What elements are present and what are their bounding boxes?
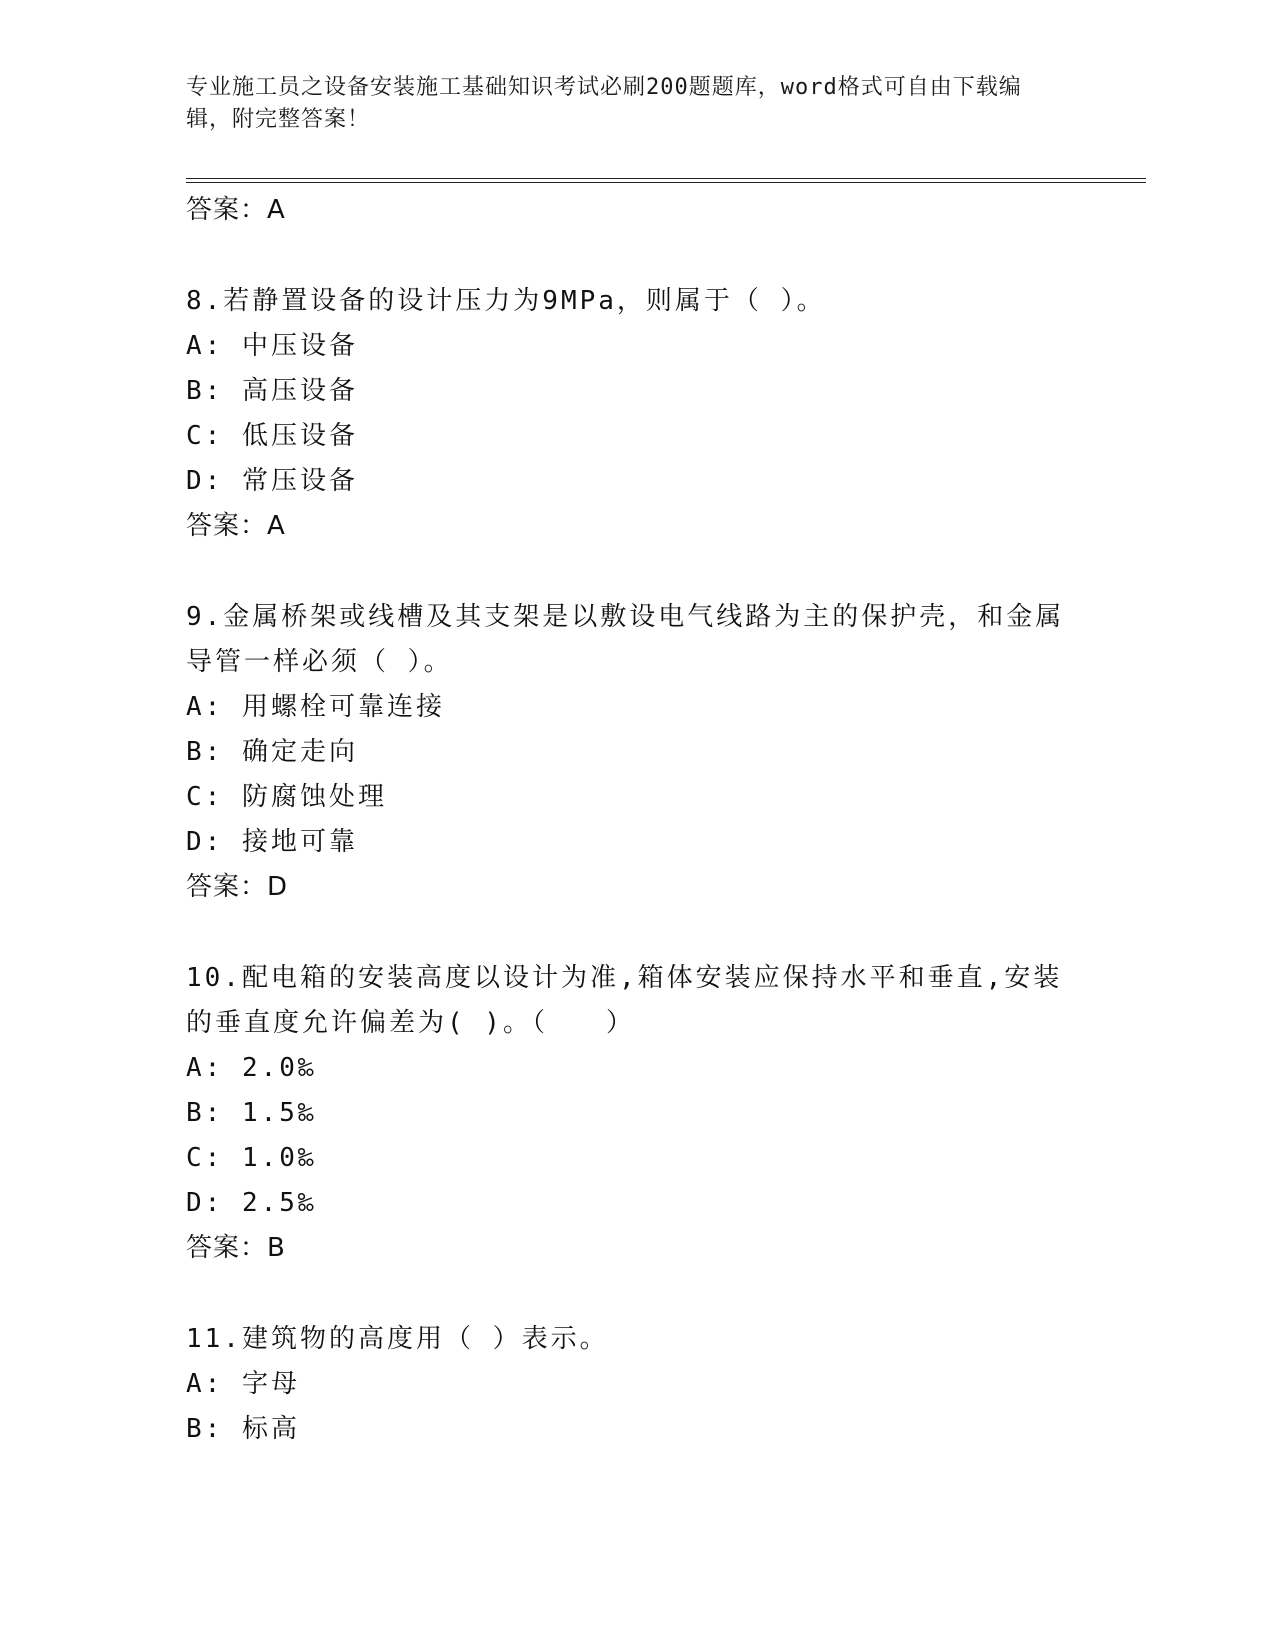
option-11-a: A: 字母 <box>186 1369 300 1399</box>
option-8-c: C: 低压设备 <box>186 421 358 451</box>
header-divider <box>186 178 1146 179</box>
answer-8: 答案：A <box>186 511 286 541</box>
spacer <box>186 910 1146 956</box>
option-9-b: B: 确定走向 <box>186 737 358 767</box>
header-divider-secondary <box>186 182 1146 183</box>
option-11-b: B: 标高 <box>186 1414 300 1444</box>
spacer <box>186 1271 1146 1317</box>
option-10-d: D: 2.5‰ <box>186 1188 317 1218</box>
option-10-b: B: 1.5‰ <box>186 1098 317 1128</box>
option-9-c: C: 防腐蚀处理 <box>186 782 387 812</box>
option-10-c: C: 1.0‰ <box>186 1143 317 1173</box>
option-8-d: D: 常压设备 <box>186 466 358 496</box>
answer-7: 答案：A <box>186 195 286 225</box>
option-9-d: D: 接地可靠 <box>186 827 358 857</box>
answer-9: 答案：D <box>186 872 289 902</box>
question-9: 9.金属桥架或线槽及其支架是以敷设电气线路为主的保护壳，和金属导管一样必须（ ）。 <box>186 602 1065 677</box>
option-10-a: A: 2.0‰ <box>186 1053 317 1083</box>
document-header: 专业施工员之设备安装施工基础知识考试必刷200题题库，word格式可自由下载编辑，附完整答案！ <box>186 75 1022 132</box>
question-list <box>186 188 1146 1452</box>
answer-10: 答案：B <box>186 1233 286 1263</box>
spacer <box>186 233 1146 279</box>
option-8-a: A: 中压设备 <box>186 331 358 361</box>
spacer <box>186 549 1146 595</box>
question-11: 11.建筑物的高度用（ ）表示。 <box>186 1324 609 1354</box>
option-8-b: B: 高压设备 <box>186 376 358 406</box>
option-9-a: A: 用螺栓可靠连接 <box>186 692 445 722</box>
question-8: 8.若静置设备的设计压力为9MPa，则属于（ ）。 <box>186 286 826 316</box>
question-10: 10.配电箱的安装高度以设计为准,箱体安装应保持水平和垂直,安装的垂直度允许偏差为( )。（ ） <box>186 963 1063 1038</box>
